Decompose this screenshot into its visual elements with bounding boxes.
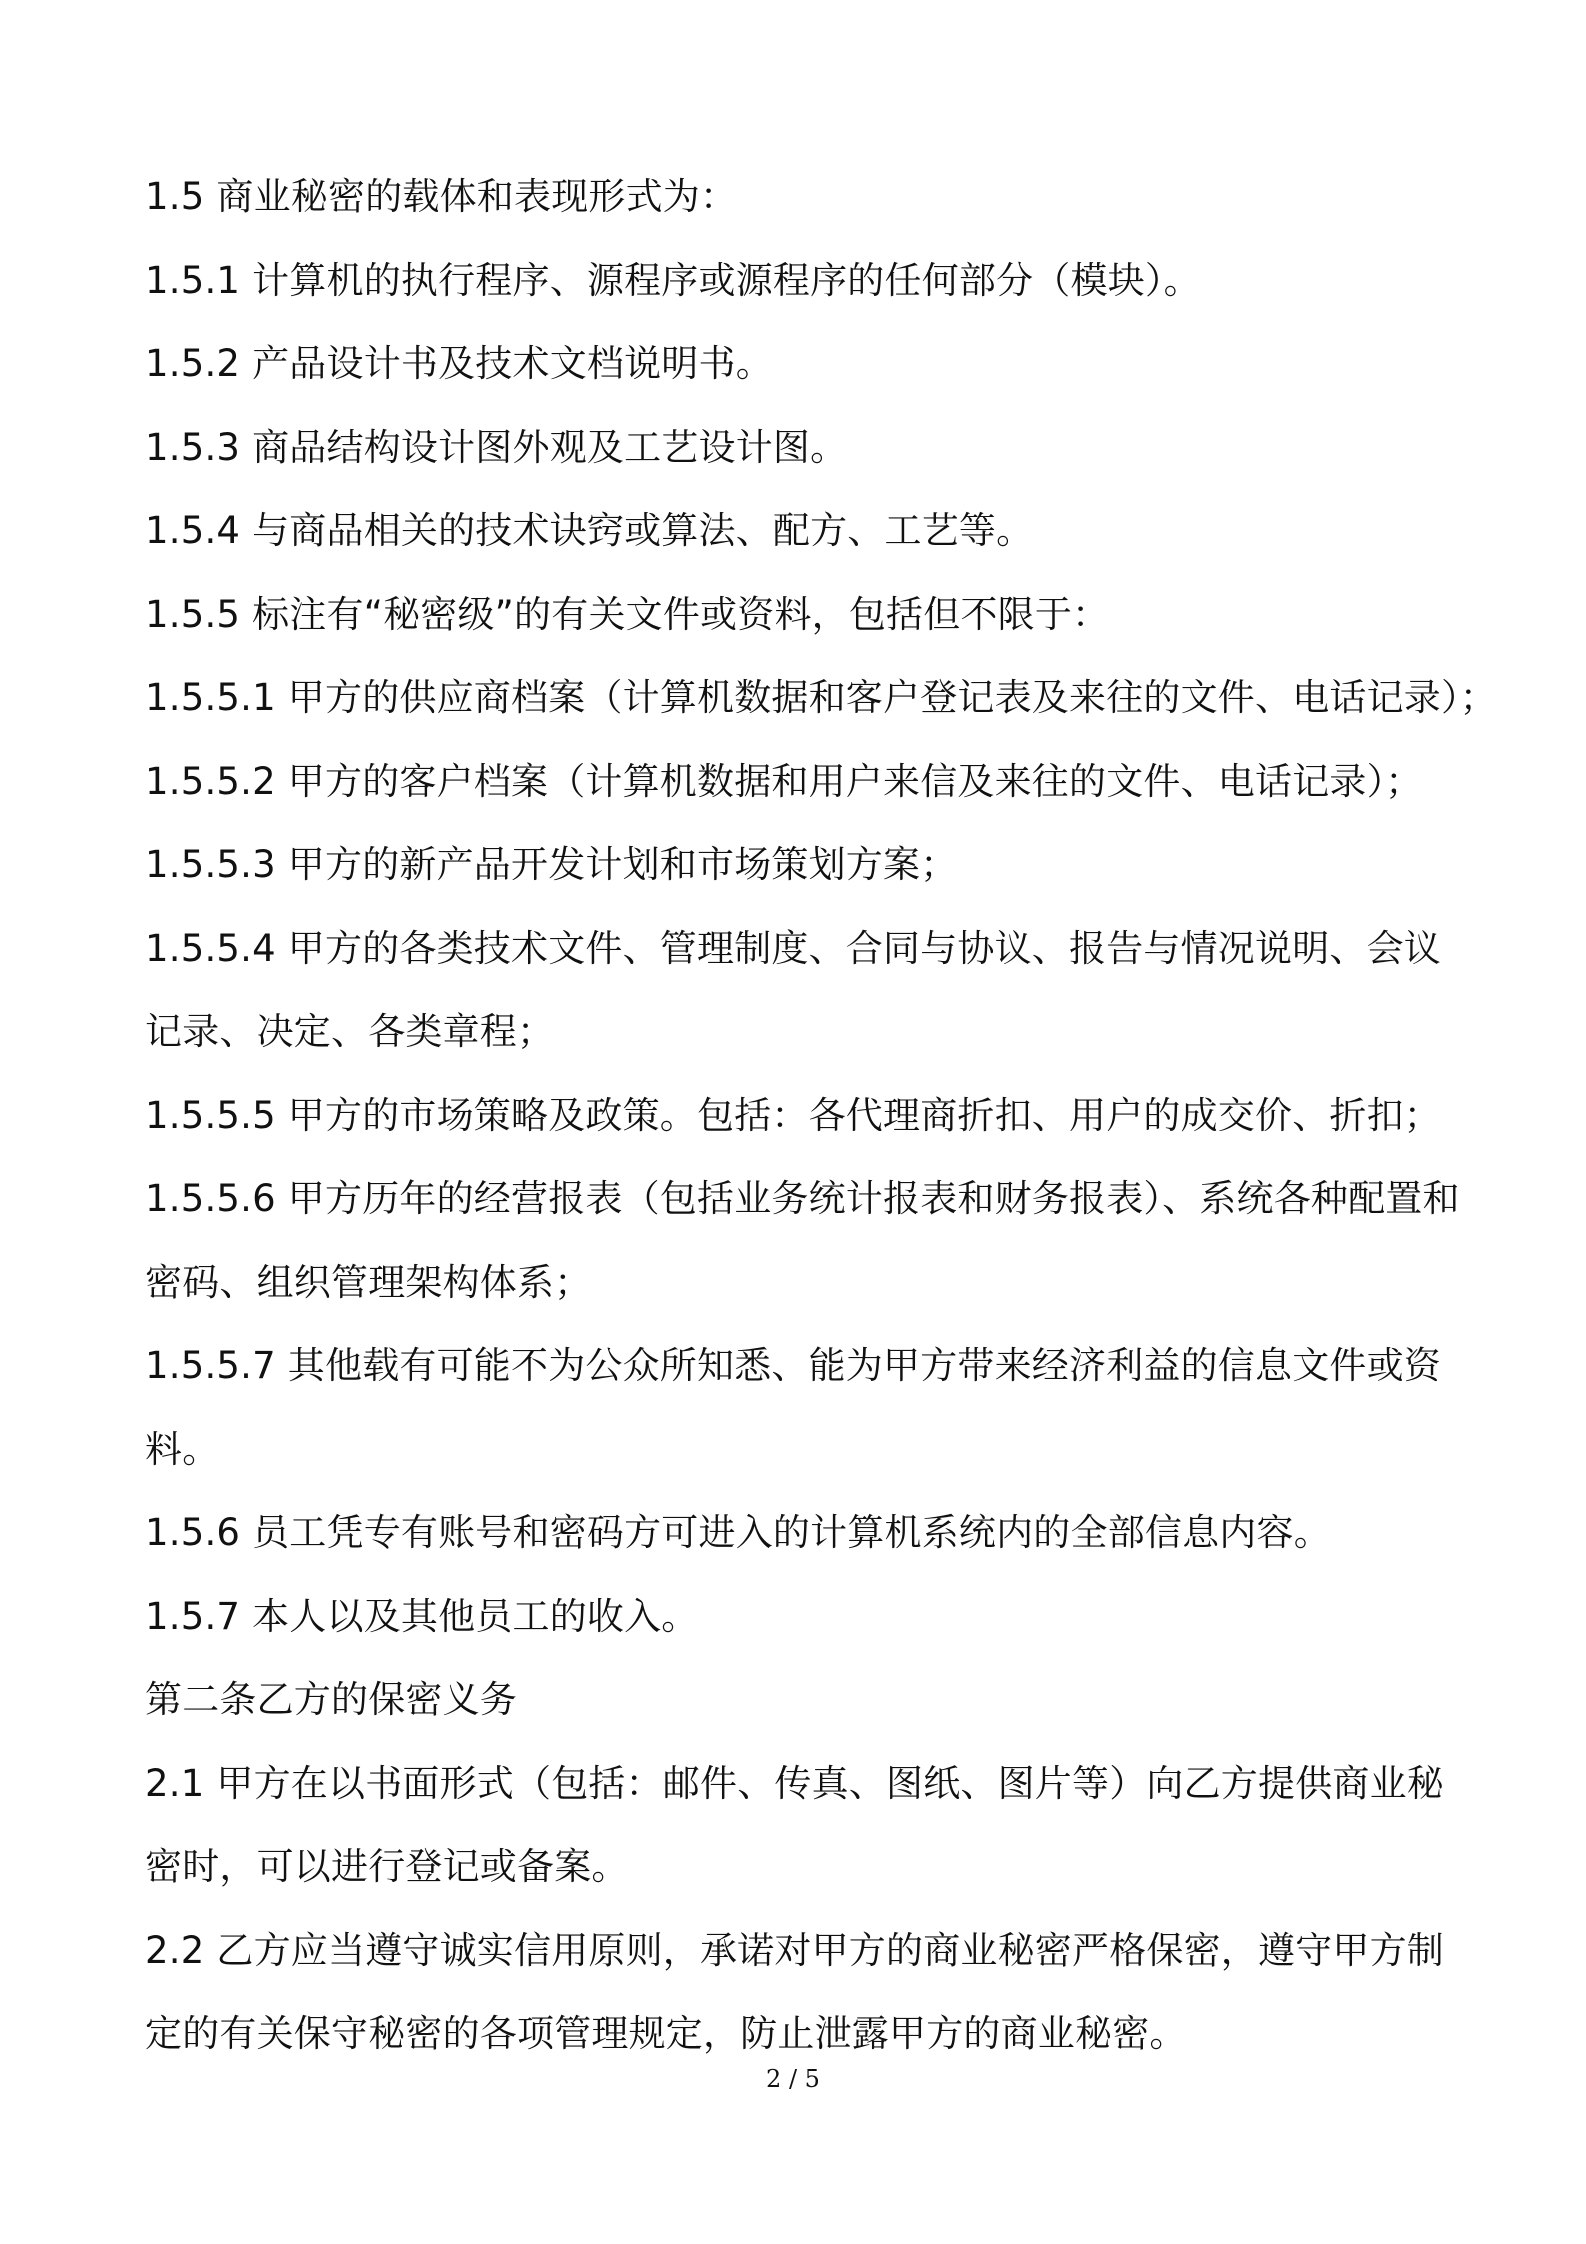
text-line: 密时，可以进行登记或备案。 (145, 1845, 629, 1888)
document-body (145, 155, 1497, 2076)
text-line: 1.5.7 本人以及其他员工的收入。 (145, 1594, 699, 1638)
text-line: 1.5.5.7 其他载有可能不为公众所知悉、能为甲方带来经济利益的信息文件或资 (145, 1344, 1442, 1387)
text-line: 1.5.6 员工凭专有账号和密码方可进入的计算机系统内的全部信息内容。 (145, 1511, 1331, 1554)
text-line: 1.5.4 与商品相关的技术诀窍或算法、配方、工艺等。 (145, 509, 1034, 552)
text-line: 定的有关保守秘密的各项管理规定，防止泄露甲方的商业秘密。 (145, 2012, 1187, 2055)
text-line: 1.5.3 商品结构设计图外观及工艺设计图。 (145, 425, 848, 469)
text-line: 1.5.5.6 甲方历年的经营报表（包括业务统计报表和财务报表）、系统各种配置和 (145, 1177, 1460, 1220)
text-line: 1.5.5.3 甲方的新产品开发计划和市场策划方案； (145, 843, 958, 886)
text-line: 1.5.5.4 甲方的各类技术文件、管理制度、合同与协议、报告与情况说明、会议 (145, 926, 1442, 970)
text-line: 1.5.5.5 甲方的市场策略及政策。包括：各代理商折扣、用户的成交价、折扣； (145, 1093, 1442, 1137)
text-line: 1.5.1 计算机的执行程序、源程序或源程序的任何部分（模块）。 (145, 258, 1201, 302)
text-line: 密码、组织管理架构体系； (145, 1260, 592, 1304)
text-line: 1.5.5.2 甲方的客户档案（计算机数据和用户来信及来往的文件、电话记录）； (145, 759, 1423, 803)
text-line: 1.5 商业秘密的载体和表现形式为： (145, 175, 738, 218)
text-line: 2.2 乙方应当遵守诚实信用原则，承诺对甲方的商业秘密严格保密，遵守甲方制 (145, 1928, 1445, 1972)
text-line: 1.5.5 标注有“秘密级”的有关文件或资料，包括但不限于： (145, 592, 1110, 636)
text-line: 1.5.2 产品设计书及技术文档说明书。 (145, 342, 773, 385)
section-heading: 第二条乙方的保密义务 (145, 1678, 517, 1721)
text-line: 料。 (145, 1427, 220, 1471)
text-line: 2.1 甲方在以书面形式（包括：邮件、传真、图纸、图片等）向乙方提供商业秘 (145, 1761, 1445, 1805)
text-line: 1.5.5.1 甲方的供应商档案（计算机数据和客户登记表及来往的文件、电话记录）； (145, 676, 1497, 719)
page-number: 2 / 5 (766, 2065, 820, 2093)
text-line: 记录、决定、各类章程； (145, 1010, 555, 1053)
